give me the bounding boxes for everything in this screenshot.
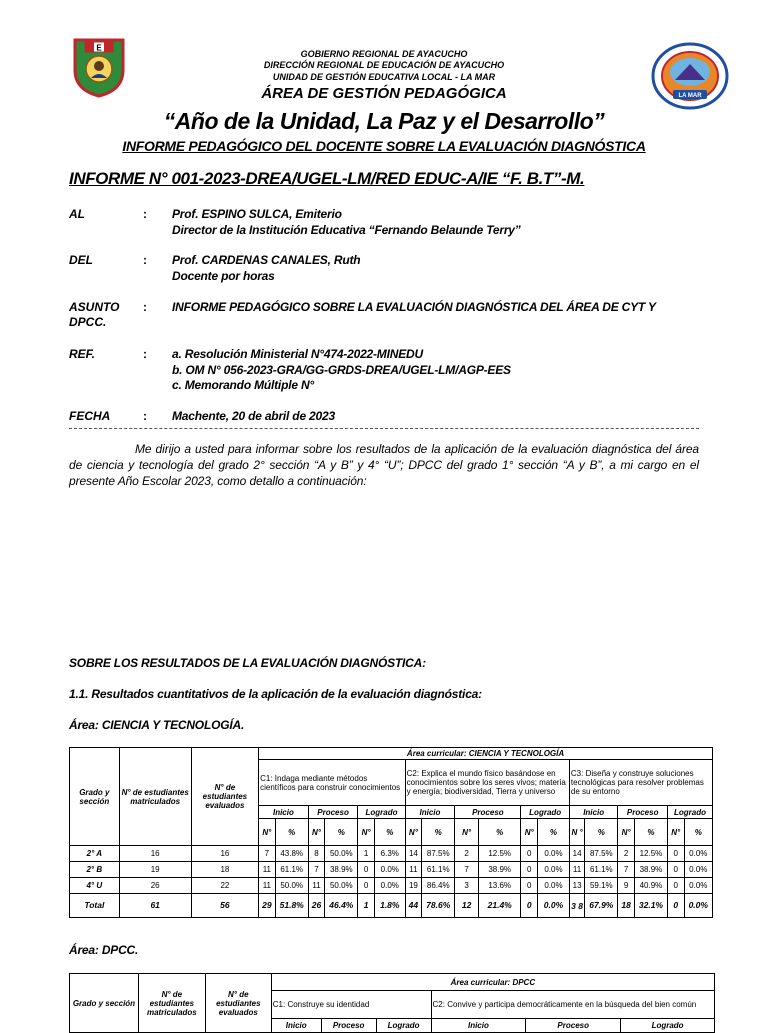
del-colon: : <box>143 253 147 267</box>
cell-count: 2 <box>455 846 479 862</box>
cell-percent: 32.1% <box>634 894 667 918</box>
cell-percent: 59.1% <box>585 878 618 894</box>
cell-percent: 13.6% <box>478 878 521 894</box>
subhead-pct: % <box>538 819 570 846</box>
level-inicio: Inicio <box>405 806 455 819</box>
table-total-row <box>70 894 713 918</box>
cell-percent: 51.8% <box>275 894 308 918</box>
report-number: INFORME N° 001-2023-DREA/UGEL-LM/RED EDUC-A/IE “F. B.T”-M. <box>69 169 585 188</box>
cell-count: 0 <box>668 878 685 894</box>
asunto-label-cont: DPCC. <box>69 315 107 329</box>
cell-percent: 0.0% <box>684 878 712 894</box>
cell-grado: 4° U <box>70 878 120 894</box>
results-table-dpcc <box>69 973 715 1033</box>
al-label: AL <box>69 207 85 221</box>
del-label: DEL <box>69 253 93 267</box>
cell-count: 11 <box>308 878 325 894</box>
cell-count: 7 <box>259 846 276 862</box>
cell-count: 12 <box>455 894 479 918</box>
ref-a: a. Resolución Ministerial N°474-2022-MINEDU <box>172 347 423 361</box>
level-proceso: Proceso <box>308 806 358 819</box>
fecha-value: Machente, 20 de abril de 2023 <box>172 409 335 423</box>
cell-percent: 0.0% <box>684 846 712 862</box>
al-colon: : <box>143 207 147 221</box>
asunto-value: INFORME PEDAGÓGICO SOBRE LA EVALUACIÓN DIAGNÓSTICA DEL ÁREA DE CYT Y <box>172 300 656 314</box>
cell-count: 14 <box>405 846 422 862</box>
col-header-matriculados: N° de estudiantes matriculados <box>138 974 205 1033</box>
cell-percent: 38.9% <box>325 862 358 878</box>
cell-grado: 2° B <box>70 862 120 878</box>
col-header-grado: Grado y sección <box>70 974 139 1033</box>
cell-count: 11 <box>405 862 422 878</box>
cell-percent: 6.3% <box>374 846 405 862</box>
area-curricular-header: Área curricular: CIENCIA Y TECNOLOGÍA <box>259 748 713 760</box>
cell-count: 7 <box>308 862 325 878</box>
cell-count: 11 <box>259 862 276 878</box>
cell-count: 7 <box>455 862 479 878</box>
cell-count: 0 <box>521 894 538 918</box>
table-row <box>70 862 713 878</box>
competency-c2: C2: Convive y participa democráticamente en la búsqueda del bien común <box>431 991 714 1019</box>
cell-matriculados: 19 <box>119 862 191 878</box>
level-inicio: Inicio <box>431 1019 526 1033</box>
subhead-pct: % <box>275 819 308 846</box>
fecha-colon: : <box>143 409 147 423</box>
area-curricular-header: Área curricular: DPCC <box>271 974 714 991</box>
ref-c: c. Memorando Múltiple N° <box>172 378 315 392</box>
del-position: Docente por horas <box>172 269 275 283</box>
cell-percent: 0.0% <box>538 862 570 878</box>
level-logrado: Logrado <box>668 806 713 819</box>
subhead-n: N° <box>308 819 325 846</box>
cell-percent: 87.5% <box>585 846 618 862</box>
cell-percent: 0.0% <box>538 846 570 862</box>
cell-percent: 86.4% <box>422 878 455 894</box>
fecha-label: FECHA <box>69 409 111 423</box>
cell-count: 11 <box>569 862 584 878</box>
cell-count: 14 <box>569 846 584 862</box>
table-row <box>70 846 713 862</box>
subhead-n: N° <box>618 819 635 846</box>
cell-percent: 38.9% <box>634 862 667 878</box>
cell-count: 18 <box>618 894 635 918</box>
cell-evaluados: 22 <box>191 878 258 894</box>
cell-percent: 50.0% <box>275 878 308 894</box>
subhead-n: N° <box>358 819 375 846</box>
cell-count: 0 <box>358 878 375 894</box>
col-header-grado: Grado y sección <box>70 748 120 846</box>
al-name: Prof. ESPINO SULCA, Emiterio <box>172 207 342 221</box>
ref-b: b. OM N° 056-2023-GRA/GG-GRDS-DREA/UGEL-LM/AGP-EES <box>172 363 511 377</box>
competency-c1: C1: Construye su identidad <box>271 991 431 1019</box>
cell-grado: Total <box>70 894 120 918</box>
cell-percent: 61.1% <box>275 862 308 878</box>
table-row <box>70 878 713 894</box>
col-header-evaluados: N° de estudiantes evaluados <box>205 974 271 1033</box>
cell-grado: 2° A <box>70 846 120 862</box>
cell-count: 19 <box>405 878 422 894</box>
cell-matriculados: 16 <box>119 846 191 862</box>
cell-percent: 46.4% <box>325 894 358 918</box>
cell-percent: 87.5% <box>422 846 455 862</box>
subhead-n: N ° <box>569 819 584 846</box>
subhead-pct: % <box>684 819 712 846</box>
cell-count: 13 <box>569 878 584 894</box>
level-inicio: Inicio <box>569 806 617 819</box>
cell-evaluados: 16 <box>191 846 258 862</box>
cell-count: 0 <box>668 862 685 878</box>
ref-colon: : <box>143 347 147 361</box>
cell-matriculados: 26 <box>119 878 191 894</box>
subhead-pct: % <box>374 819 405 846</box>
cell-percent: 67.9% <box>585 894 618 918</box>
cell-count: 0 <box>668 846 685 862</box>
cell-count: 29 <box>259 894 276 918</box>
level-logrado: Logrado <box>521 806 569 819</box>
cell-percent: 12.5% <box>478 846 521 862</box>
cell-percent: 50.0% <box>325 878 358 894</box>
subhead-n: N° <box>455 819 479 846</box>
header-ugel: UNIDAD DE GESTIÓN EDUCATIVA LOCAL - LA MAR <box>272 72 496 82</box>
subhead-pct: % <box>478 819 521 846</box>
level-logrado: Logrado <box>376 1019 431 1033</box>
cell-percent: 78.6% <box>422 894 455 918</box>
col-header-evaluados: N° de estudiantes evaluados <box>191 748 258 846</box>
cell-percent: 0.0% <box>374 862 405 878</box>
cell-count: 0 <box>521 878 538 894</box>
cell-percent: 0.0% <box>374 878 405 894</box>
cell-count: 9 <box>618 878 635 894</box>
report-subtitle: INFORME PEDAGÓGICO DEL DOCENTE SOBRE LA EVALUACIÓN DIAGNÓSTICA <box>122 138 646 154</box>
cell-count: 0 <box>668 894 685 918</box>
cell-percent: 12.5% <box>634 846 667 862</box>
competency-c1: C1: Indaga mediante métodos científicos para construir conocimientos <box>259 760 406 806</box>
subhead-pct: % <box>585 819 618 846</box>
asunto-label: ASUNTO <box>69 300 120 314</box>
cell-evaluados: 18 <box>191 862 258 878</box>
cell-count: 7 <box>618 862 635 878</box>
cell-count: 44 <box>405 894 422 918</box>
header-direction: DIRECCIÓN REGIONAL DE EDUCACIÓN DE AYACUCHO <box>263 60 505 70</box>
level-proceso: Proceso <box>321 1019 376 1033</box>
cell-percent: 40.9% <box>634 878 667 894</box>
subhead-pct: % <box>422 819 455 846</box>
cell-count: 3 <box>455 878 479 894</box>
area-cyt-heading: Área: CIENCIA Y TECNOLOGÍA. <box>69 718 245 732</box>
level-inicio: Inicio <box>259 806 309 819</box>
competency-c2: C2: Explica el mundo físico basándose en conocimientos sobre los seres vivos; materia y energía; biodiversidad, Tierra y universo <box>405 760 569 806</box>
cell-count: 1 <box>358 894 375 918</box>
header-area: ÁREA DE GESTIÓN PEDAGÓGICA <box>261 85 507 102</box>
cell-count: 0 <box>521 862 538 878</box>
cell-evaluados: 56 <box>191 894 258 918</box>
results-heading: SOBRE LOS RESULTADOS DE LA EVALUACIÓN DIAGNÓSTICA: <box>69 656 426 670</box>
cell-count: 11 <box>259 878 276 894</box>
cell-percent: 0.0% <box>538 894 570 918</box>
cell-count: 3 8 <box>569 894 584 918</box>
ref-label: REF. <box>69 347 96 361</box>
level-logrado: Logrado <box>621 1019 715 1033</box>
al-position: Director de la Institución Educativa “Fernando Belaunde Terry” <box>172 223 521 237</box>
subhead-pct: % <box>634 819 667 846</box>
area-dpcc-heading: Área: DPCC. <box>69 943 139 957</box>
year-motto: “Año de la Unidad, La Paz y el Desarrollo” <box>163 108 605 134</box>
cell-percent: 61.1% <box>585 862 618 878</box>
asunto-colon: : <box>143 300 147 314</box>
cell-percent: 1.8% <box>374 894 405 918</box>
level-proceso: Proceso <box>526 1019 621 1033</box>
subhead-n: N° <box>259 819 276 846</box>
competency-c3: C3: Diseña y construye soluciones tecnológicas para resolver problemas de su entorno <box>569 760 712 806</box>
logo-letter: E <box>96 43 102 53</box>
col-header-matriculados: N° de estudiantes matriculados <box>119 748 191 846</box>
header-government: GOBIERNO REGIONAL DE AYACUCHO <box>300 49 468 59</box>
cell-count: 26 <box>308 894 325 918</box>
level-logrado: Logrado <box>358 806 405 819</box>
cell-percent: 0.0% <box>538 878 570 894</box>
cell-count: 2 <box>618 846 635 862</box>
cell-percent: 61.1% <box>422 862 455 878</box>
level-proceso: Proceso <box>455 806 521 819</box>
cell-percent: 38.9% <box>478 862 521 878</box>
cell-percent: 43.8% <box>275 846 308 862</box>
cell-percent: 50.0% <box>325 846 358 862</box>
separator-line <box>69 428 699 429</box>
cell-count: 0 <box>358 862 375 878</box>
subhead-n: N° <box>521 819 538 846</box>
cell-percent: 0.0% <box>684 894 712 918</box>
subhead-n: N° <box>405 819 422 846</box>
results-table-cyt <box>69 747 713 918</box>
cell-percent: 21.4% <box>478 894 521 918</box>
cell-percent: 0.0% <box>684 862 712 878</box>
level-proceso: Proceso <box>618 806 668 819</box>
level-inicio: Inicio <box>271 1019 321 1033</box>
cell-count: 0 <box>521 846 538 862</box>
cell-matriculados: 61 <box>119 894 191 918</box>
intro-paragraph: Me dirijo a usted para informar sobre los resultados de la aplicación de la evaluación diagnóstica del área de ciencia y tecnología del grado 2° sección “A y B” y 4° “U”; DPCC del grado 1° sección “A y B”, a mi cargo en el presente Año Escolar 2023, como detallo a continuación: <box>69 442 699 488</box>
cell-count: 8 <box>308 846 325 862</box>
results-subheading: 1.1. Resultados cuantitativos de la aplicación de la evaluación diagnóstica: <box>69 687 482 701</box>
del-name: Prof. CARDENAS CANALES, Ruth <box>172 253 361 267</box>
seal-text: LA MAR <box>678 93 702 99</box>
subhead-pct: % <box>325 819 358 846</box>
subhead-n: N° <box>668 819 685 846</box>
cell-count: 1 <box>358 846 375 862</box>
